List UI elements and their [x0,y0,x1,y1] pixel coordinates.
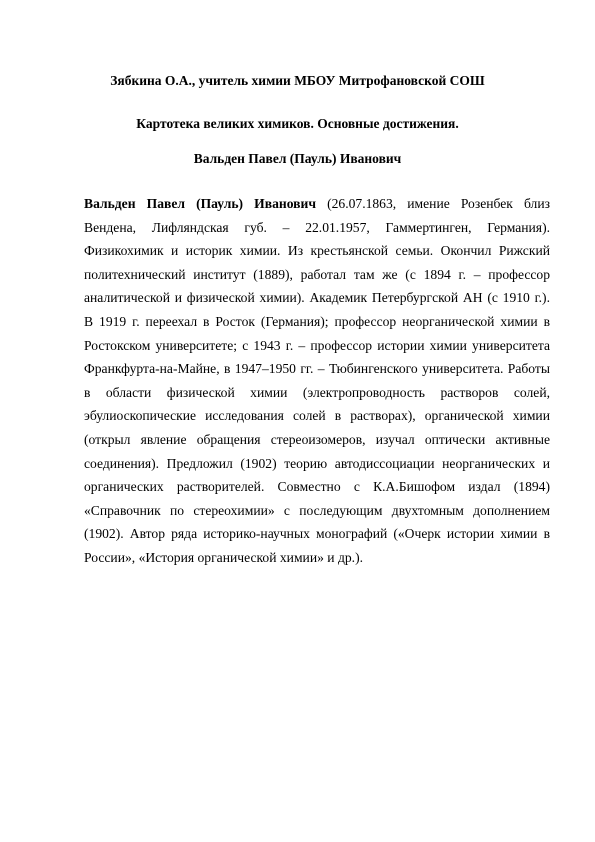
biography-text: (26.07.1863, имение Розенбек близ Вендена, Лифляндская губ. – 22.01.1957, Гаммертинген, Германия). Физикохимик и историк химии. Из крестьянской семьи. Окончил Рижский политехнический институт (1889), работал там же (с 1894 г. – профессор аналитической и физической химии). Академик Петербургской АН (с 1910 г.). В 1919 г. переехал в Росток (Германия); профессор неорганической химии в Ростокском университете; с 1943 г. – профессор истории химии университета Франкфурта-на-Майне, в 1947–1950 гг. – Тюбингенского университета. Работы в области физической химии (электропроводность растворов солей, эбулиоскопические исследования солей в растворах), органической химии (открыл явление обращения стереоизомеров, изучал оптически активные соединения). Предложил (1902) теорию автодиссоциации неорганических и органических растворителей. Совместно с К.А.Бишофом издал (1894) «Справочник по стереохимии» с последующим двухтомным дополнением (1902). Автор ряда историко-научных монографий («Очерк истории химии в России», «История органической химии» и др.). [84,196,550,565]
biography-paragraph [84,192,550,570]
author-line: Зябкина О.А., учитель химии МБОУ Митрофановской СОШ [110,73,485,88]
biography-lead-name: Вальден Павел (Пауль) Иванович [84,196,316,211]
person-heading: Вальден Павел (Пауль) Иванович [193,151,402,166]
document-title: Картотека великих химиков. Основные достижения. [136,116,459,131]
